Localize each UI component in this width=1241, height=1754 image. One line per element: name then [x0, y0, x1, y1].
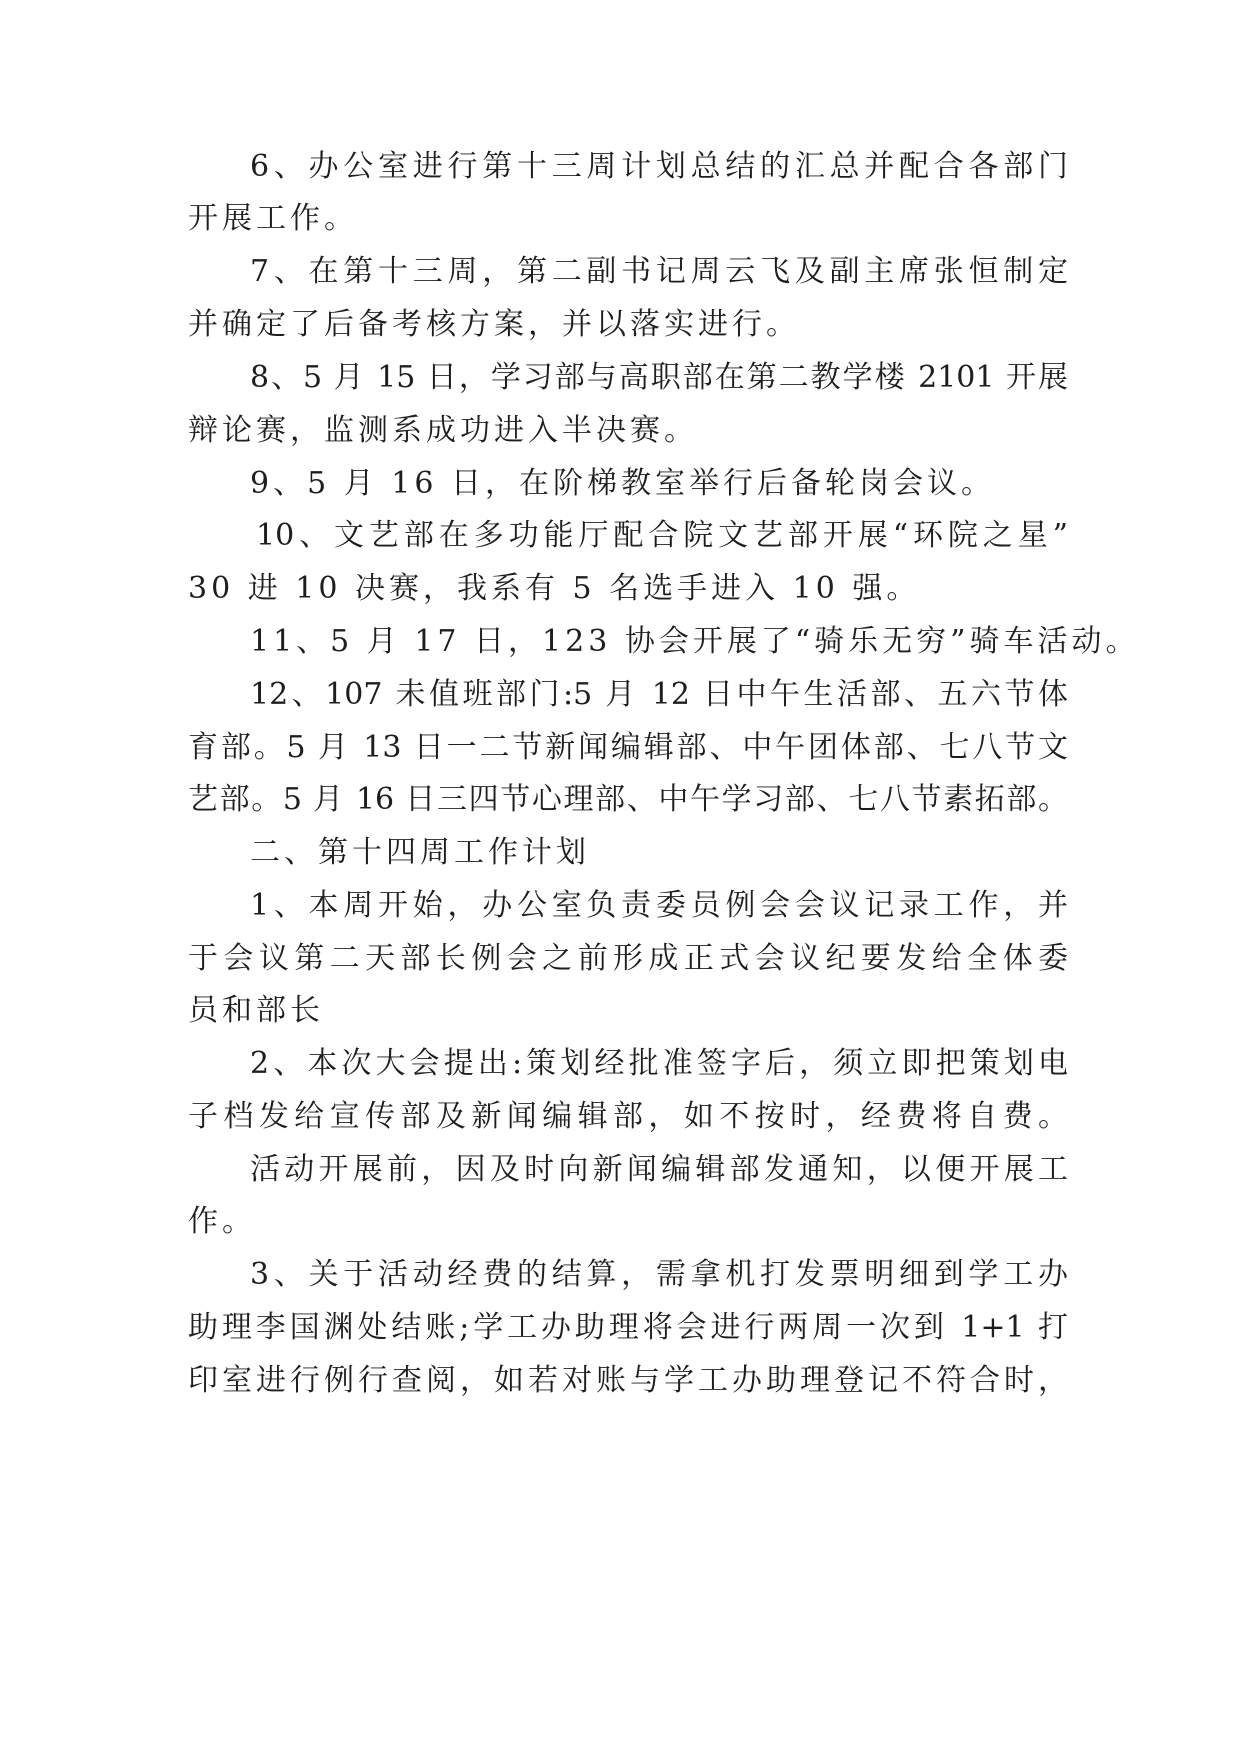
paragraph-line: 印室进行例行查阅，如若对账与学工办助理登记不符合时， — [188, 1363, 1068, 1398]
paragraph-line: 子档发给宣传部及新闻编辑部，如不按时，经费将自费。 — [188, 1099, 1068, 1134]
paragraph-line: 育部。5 月 13 日一二节新闻编辑部、中午团体部、七八节文 — [188, 730, 1068, 765]
paragraph-line: 10、文艺部在多功能厅配合院文艺部开展“环院之星” — [256, 518, 1068, 553]
paragraph-line: 9、5 月 16 日，在阶梯教室举行后备轮岗会议。 — [250, 466, 995, 501]
paragraph-line: 6、办公室进行第十三周计划总结的汇总并配合各部门 — [250, 149, 1068, 184]
paragraph-line: 30 进 10 决赛，我系有 5 名选手进入 10 强。 — [188, 571, 921, 606]
paragraph-line: 艺部。5 月 16 日三四节心理部、中午学习部、七八节素拓部。 — [188, 782, 1068, 817]
paragraph-line: 员和部长 — [188, 993, 324, 1028]
paragraph-line: 12、107 未值班部门:5 月 12 日中午生活部、五六节体 — [250, 677, 1068, 712]
paragraph-line: 2、本次大会提出:策划经批准签字后，须立即把策划电 — [250, 1046, 1068, 1081]
paragraph-line: 辩论赛，监测系成功进入半决赛。 — [188, 413, 698, 448]
paragraph-line: 7、在第十三周，第二副书记周云飞及副主席张恒制定 — [250, 254, 1068, 289]
section-heading: 二、第十四周工作计划 — [250, 835, 590, 870]
paragraph-line: 开展工作。 — [188, 201, 358, 236]
paragraph-line: 1、本周开始，办公室负责委员例会会议记录工作，并 — [250, 888, 1068, 923]
paragraph-line: 3、关于活动经费的结算，需拿机打发票明细到学工办 — [250, 1257, 1068, 1292]
paragraph-line: 8、5 月 15 日，学习部与高职部在第二教学楼 2101 开展 — [250, 360, 1068, 395]
paragraph-line: 作。 — [188, 1204, 256, 1239]
paragraph-line: 助理李国渊处结账;学工办助理将会进行两周一次到 1+1 打 — [188, 1310, 1068, 1345]
paragraph-line: 并确定了后备考核方案，并以落实进行。 — [188, 307, 800, 342]
paragraph-line: 于会议第二天部长例会之前形成正式会议纪要发给全体委 — [188, 941, 1068, 976]
paragraph-line: 11、5 月 17 日，123 协会开展了“骑乐无穷”骑车活动。 — [250, 624, 1140, 659]
paragraph-line: 活动开展前，因及时向新闻编辑部发通知，以便开展工 — [250, 1152, 1068, 1187]
